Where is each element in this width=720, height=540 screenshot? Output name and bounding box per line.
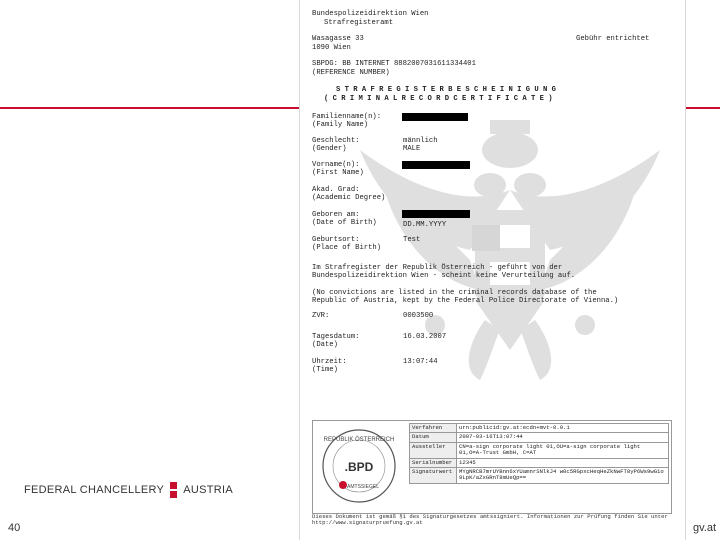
date-of-birth-label: Geboren am:	[312, 211, 360, 219]
gender-value-en: MALE	[403, 145, 421, 153]
seal-bottom-text: AMTSSIEGEL	[347, 484, 379, 490]
logo-mark-icon	[170, 482, 177, 498]
statement-en-2: Republic of Austria, kept by the Federal Police Directorate of Vienna.)	[312, 297, 619, 305]
seal-text: REPUBLIK ÖSTERREICH	[323, 437, 395, 443]
seal-logo: .BPD	[344, 460, 374, 474]
statement-en-1: (No convictions are listed in the criminal records database of the	[312, 289, 597, 297]
signature-footnote: Dieses Dokument ist gemäß §1 des Signaturgesetzes amtssigniert. Informationen zur Prüfung finden Sie unter http://www.signaturpruefung.gv.at	[312, 513, 668, 527]
date-of-birth-label-en: (Date of Birth)	[312, 219, 377, 227]
zvr-value: 0003500	[403, 312, 434, 320]
signature-table	[409, 423, 669, 484]
signature-value: 12345	[457, 458, 669, 467]
date-value: 16.03.2007	[403, 333, 447, 341]
first-name-label-en: (First Name)	[312, 169, 364, 177]
address-line2: 1090 Wien	[312, 44, 351, 52]
family-name-label-en: (Family Name)	[312, 121, 369, 129]
first-name-label: Vorname(n):	[312, 161, 360, 169]
date-of-birth-value: DD.MM.YYYY	[403, 221, 447, 229]
authority-line2: Strafregisteramt	[324, 19, 394, 27]
gender-label-en: (Gender)	[312, 145, 347, 153]
certificate-title-de: S T R A F R E G I S T E R B E S C H E I N I G U N G	[336, 86, 556, 94]
signature-key: Serialnumber	[410, 458, 457, 467]
signature-value: MYgNRCB7mrUYBnn6xYUamnrSNlkJ4 w0c5RGpxcHeqHeZkNwFT8yP6Ws9wG1o9LpK/aZxGRnT8mUeQp==	[457, 468, 669, 484]
electronic-signature-block	[312, 420, 672, 514]
table-row	[410, 468, 669, 484]
page-number: 40	[8, 522, 21, 534]
place-of-birth-label: Geburtsort:	[312, 236, 360, 244]
time-label-en: (Time)	[312, 366, 338, 374]
reference-number-en: (REFERENCE NUMBER)	[312, 69, 390, 77]
table-row	[410, 442, 669, 458]
table-row	[410, 433, 669, 442]
time-value: 13:07:44	[403, 358, 438, 366]
family-name-redacted	[402, 113, 468, 121]
gender-value: männlich	[403, 137, 438, 145]
statement-de-1: Im Strafregister der Republik Österreich - geführt von der	[312, 264, 563, 272]
birth-redacted	[402, 210, 470, 218]
academic-degree-label-en: (Academic Degree)	[312, 194, 386, 202]
zvr-label: ZVR:	[312, 312, 330, 320]
time-label: Uhrzeit:	[312, 358, 347, 366]
gender-label: Geschlecht:	[312, 137, 360, 145]
signature-key: Verfahren	[410, 424, 457, 433]
signature-value: urn:publicid:gv.at:ecdn+mvt-0.0.1	[457, 424, 669, 433]
address-line1: Wasagasse 33	[312, 35, 364, 43]
date-label: Tagesdatum:	[312, 333, 360, 341]
family-name-label: Familienname(n):	[312, 113, 382, 121]
signature-value: 2007-03-16T13:07:44	[457, 433, 669, 442]
fee-notice: Gebühr entrichtet	[576, 35, 650, 43]
criminal-record-certificate	[299, 0, 686, 540]
academic-degree-label: Akad. Grad:	[312, 186, 360, 194]
photo-area	[472, 225, 500, 251]
signature-value: CN=a-sign corporate light 01,OU=a-sign corporate light 01,O=A-Trust GmbH, C=AT	[457, 442, 669, 458]
logo-text-right: AUSTRIA	[183, 484, 233, 496]
place-of-birth-value: Test	[403, 236, 421, 244]
signature-key: Datum	[410, 433, 457, 442]
statement-de-2: Bundespolizeidirektion Wien - scheint keine Verurteilung auf.	[312, 272, 576, 280]
signature-key: Signaturwert	[410, 468, 457, 484]
url-fragment: gv.at	[692, 522, 716, 534]
federal-chancellery-logo	[24, 482, 233, 498]
certificate-title-en: ( C R I M I N A L R E C O R D C E R T I F I C A T E )	[324, 95, 553, 103]
slide-accent-line-right	[684, 107, 720, 109]
signature-key: Aussteller	[410, 442, 457, 458]
date-label-en: (Date)	[312, 341, 338, 349]
place-of-birth-label-en: (Place of Birth)	[312, 244, 382, 252]
table-row	[410, 424, 669, 433]
slide-accent-line	[0, 107, 300, 109]
reference-number: SBPDG: BB INTERNET 8882007031611334401	[312, 60, 476, 68]
austrian-eagle-watermark-icon	[340, 90, 680, 390]
official-seal-icon	[319, 427, 399, 505]
logo-text-left: FEDERAL CHANCELLERY	[24, 484, 165, 496]
table-row	[410, 458, 669, 467]
first-name-redacted	[402, 161, 470, 169]
authority-line1: Bundespolizeidirektion Wien	[312, 10, 429, 18]
